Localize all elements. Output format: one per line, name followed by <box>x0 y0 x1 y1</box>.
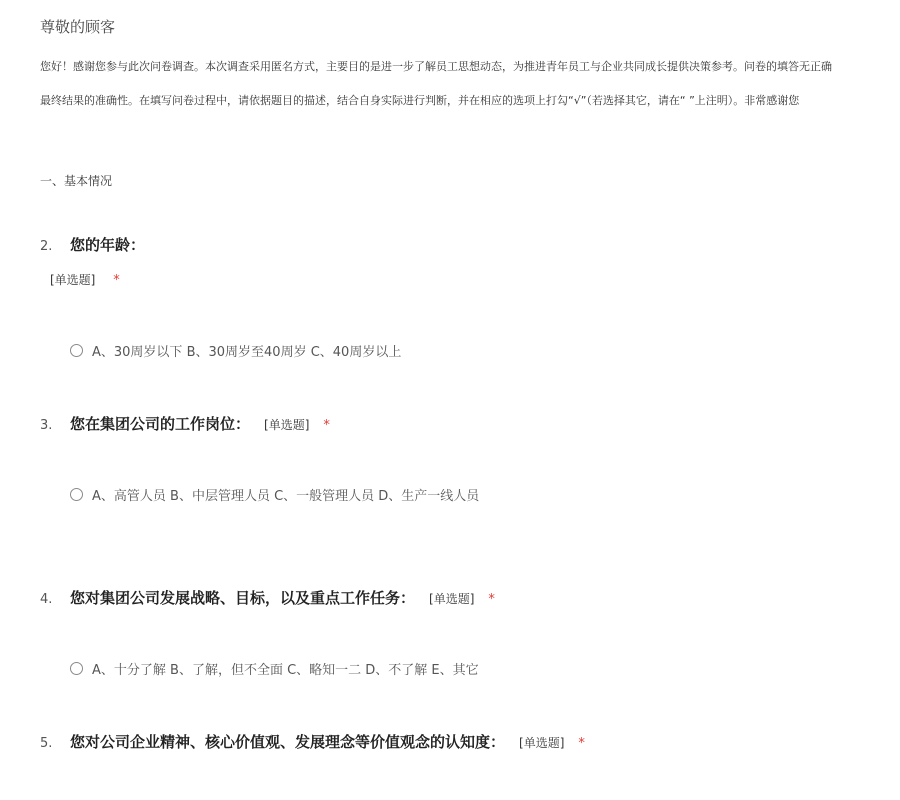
radio-button[interactable] <box>70 662 83 675</box>
option-label: A、高管人员 B、中层管理人员 C、一般管理人员 D、生产一线人员 <box>92 489 480 504</box>
question-type-label: [单选题] <box>50 273 96 287</box>
section-title: 一、基本情况 <box>40 174 113 188</box>
question-text: 您对公司企业精神、核心价值观、发展理念等价值观念的认知度： <box>70 733 506 751</box>
question-2-header <box>40 234 145 255</box>
question-2-option[interactable] <box>70 341 401 360</box>
question-type-label: [单选题] <box>519 736 565 750</box>
required-marker: * <box>323 418 330 433</box>
question-number: 5. <box>40 736 53 751</box>
intro-text-line-2: 最终结果的准确性。在填写问卷过程中，请依据题目的描述，结合自身实际进行判断，并在相应的选项上打勾“√”（若选择其它，请在“ ”上注明）。非常感谢您 <box>40 94 800 107</box>
intro-text-line-1: 您好！感谢您参与此次问卷调查。本次调查采用匿名方式，主要目的是进一步了解员工思想动态，为推进青年员工与企业共同成长提供决策参考。问卷的填答无正确 <box>40 60 832 73</box>
radio-button[interactable] <box>70 344 83 357</box>
option-label: A、30周岁以下 B、30周岁至40周岁 C、40周岁以上 <box>92 345 402 360</box>
question-type-label: [单选题] <box>429 592 475 606</box>
required-marker: * <box>488 592 495 607</box>
question-number: 4. <box>40 592 53 607</box>
required-marker: * <box>113 273 120 288</box>
question-4-header <box>40 587 495 608</box>
question-number: 3. <box>40 418 53 433</box>
question-2-type-line <box>50 271 120 288</box>
question-text: 您对集团公司发展战略、目标，以及重点工作任务： <box>70 589 416 607</box>
option-label: A、十分了解 B、了解，但不全面 C、略知一二 D、不了解 E、其它 <box>92 663 479 678</box>
question-3-header <box>40 413 330 434</box>
greeting-heading: 尊敬的顾客 <box>40 18 116 36</box>
question-3-option[interactable] <box>70 485 479 504</box>
question-number: 2. <box>40 239 53 254</box>
question-5-header <box>40 731 585 752</box>
required-marker: * <box>578 736 585 751</box>
question-text: 您在集团公司的工作岗位： <box>70 415 251 433</box>
radio-button[interactable] <box>70 488 83 501</box>
question-text: 您的年龄： <box>70 236 146 254</box>
question-type-label: [单选题] <box>264 418 310 432</box>
question-4-option[interactable] <box>70 659 479 678</box>
